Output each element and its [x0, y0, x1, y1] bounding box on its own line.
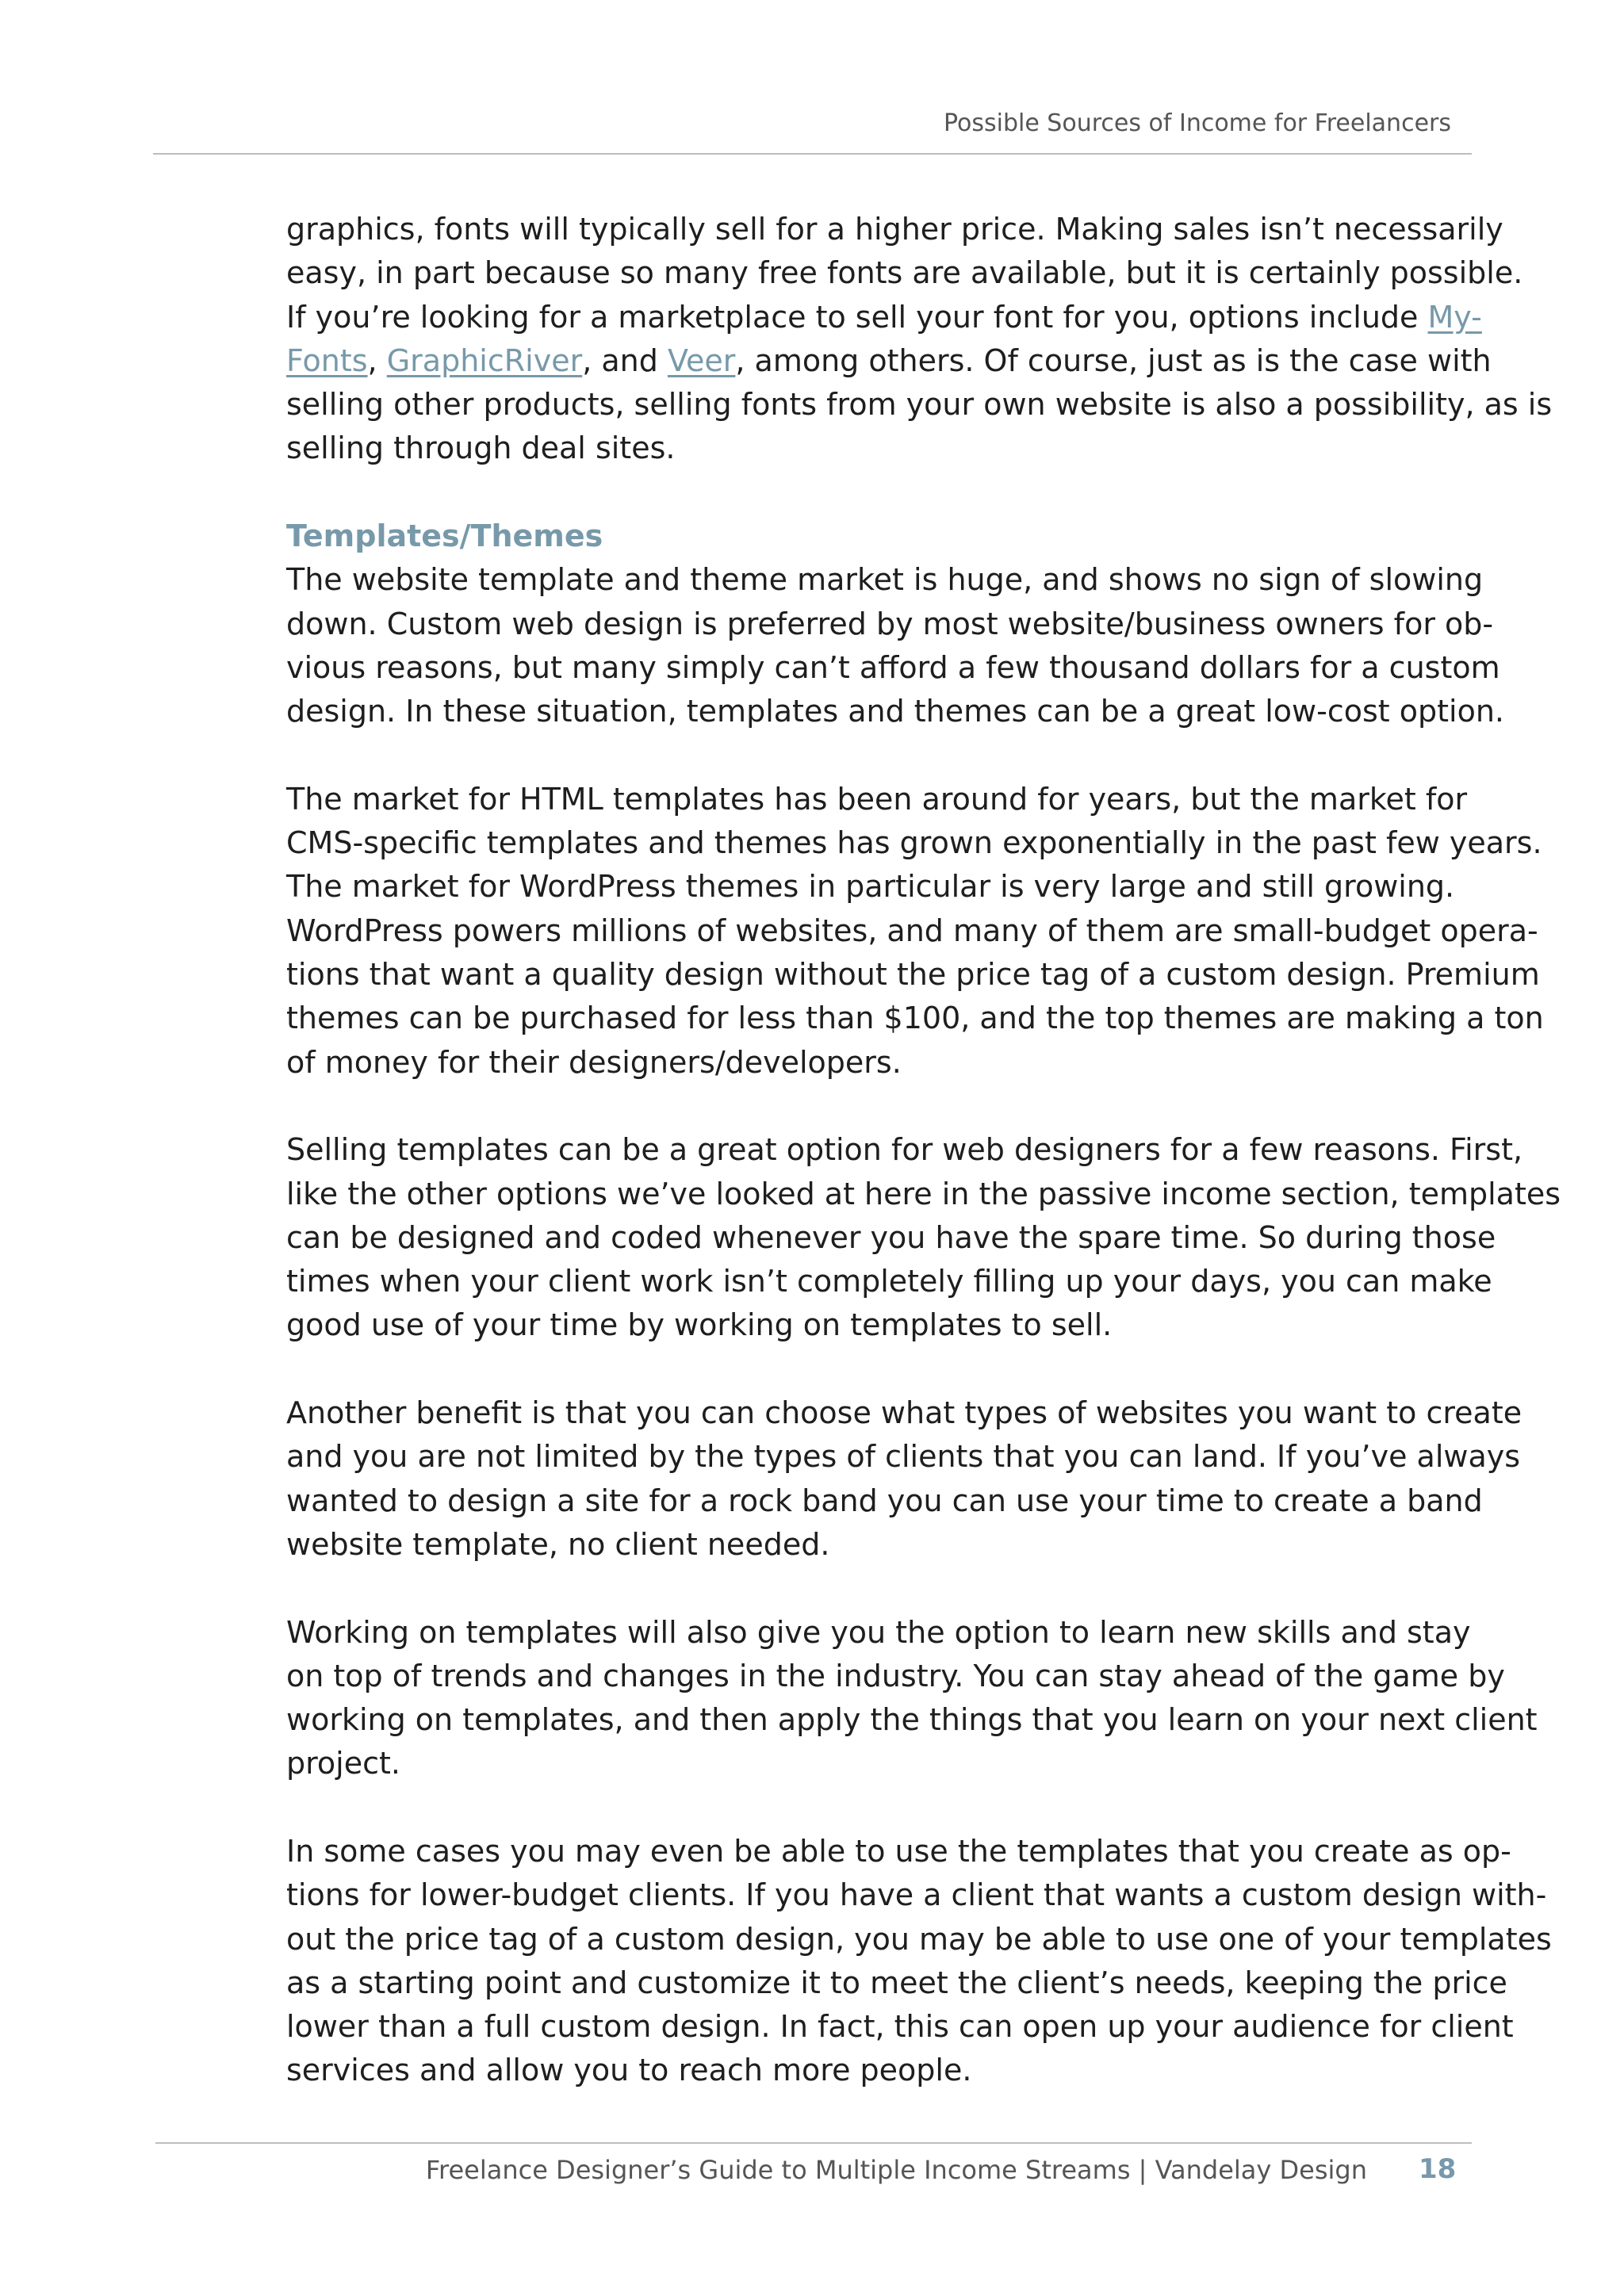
text-line: on top of trends and changes in the industry. You can stay ahead of the game by — [286, 1658, 1505, 1693]
text-line: The market for HTML templates has been around for years, but the market for — [286, 781, 1468, 817]
graphicriver-link[interactable]: GraphicRiver — [386, 342, 583, 378]
page-number: 18 — [1419, 2153, 1457, 2185]
text-line: The market for WordPress themes in particular is very large and still growing. — [286, 869, 1455, 905]
veer-link[interactable]: Veer — [667, 342, 736, 378]
text-line: WordPress powers millions of websites, and many of them are small-budget opera- — [286, 913, 1538, 948]
text-line: tions for lower-budget clients. If you have a client that wants a custom design with- — [286, 1877, 1547, 1913]
text-line — [286, 296, 1482, 339]
text-line: themes can be purchased for less than $100, and the top themes are making a ton — [286, 1001, 1544, 1036]
text-segment: , among others. Of course, just as is the case with — [735, 342, 1492, 378]
running-header: Possible Sources of Income for Freelancers — [943, 109, 1451, 137]
text-segment: If you’re looking for a marketplace to sell your font for you, options include — [286, 299, 1428, 335]
text-line: easy, in part because so many free fonts are available, but it is certainly possible. — [286, 255, 1523, 291]
text-line: The website template and theme market is huge, and shows no sign of slowing — [286, 562, 1484, 598]
paragraph-template-market — [286, 558, 1504, 733]
section-heading-templates-themes: Templates/Themes — [286, 519, 603, 554]
text-line: can be designed and coded whenever you have the spare time. So during those — [286, 1219, 1496, 1255]
paragraph-another-benefit — [286, 1391, 1522, 1567]
text-line: like the other options we’ve looked at here in the passive income section, templates — [286, 1176, 1561, 1211]
text-line: project. — [286, 1746, 400, 1781]
text-line: selling through deal sites. — [286, 430, 676, 466]
text-line: In some cases you may even be able to use the templates that you create as op- — [286, 1833, 1511, 1869]
text-line: as a starting point and customize it to meet the client’s needs, keeping the price — [286, 1965, 1507, 2000]
text-line: Another benefit is that you can choose what types of websites you want to create — [286, 1395, 1522, 1431]
text-line: services and allow you to reach more people. — [286, 2053, 972, 2088]
text-line: working on templates, and then apply the things that you learn on your next client — [286, 1702, 1538, 1738]
myfonts-link-part2[interactable]: Fonts — [286, 342, 368, 378]
text-line: selling other products, selling fonts from your own website is also a possibility, as is — [286, 387, 1553, 423]
text-line: of money for their designers/developers. — [286, 1044, 902, 1080]
text-line: design. In these situation, templates and themes can be a great low-cost option. — [286, 694, 1504, 729]
text-line: Selling templates can be a great option for web designers for a few reasons. First, — [286, 1132, 1523, 1168]
paragraph-selling-templates — [286, 1128, 1561, 1347]
text-line: and you are not limited by the types of clients that you can land. If you’ve always — [286, 1439, 1521, 1475]
paragraph-html-templates — [286, 778, 1544, 1085]
text-line: wanted to design a site for a rock band you can use your time to create a band — [286, 1483, 1483, 1518]
text-line: times when your client work isn’t completely filling up your days, you can make — [286, 1264, 1492, 1299]
text-line: website template, no client needed. — [286, 1526, 830, 1562]
text-line: lower than a full custom design. In fact, this can open up your audience for client — [286, 2009, 1514, 2045]
text-line: out the price tag of a custom design, you may be able to use one of your templates — [286, 1921, 1552, 1957]
page-body — [286, 208, 1561, 2093]
paragraph-learn-skills — [286, 1611, 1538, 1786]
text-line: graphics, fonts will typically sell for a higher price. Making sales isn’t necessarily — [286, 212, 1503, 247]
footer-rule — [155, 2142, 1472, 2144]
text-line: down. Custom web design is preferred by most website/business owners for ob- — [286, 606, 1494, 641]
paragraph-lower-budget-clients — [286, 1830, 1552, 2093]
text-line: CMS-specific templates and themes has grown exponentially in the past few years. — [286, 825, 1542, 861]
footer-title: Freelance Designer’s Guide to Multiple Income Streams | Vandelay Design — [425, 2155, 1367, 2185]
myfonts-link-part1[interactable]: My- — [1427, 299, 1482, 335]
text-line: vious reasons, but many simply can’t afford a few thousand dollars for a custom — [286, 649, 1500, 685]
text-line: good use of your time by working on templates to sell. — [286, 1307, 1113, 1343]
text-line: tions that want a quality design without the price tag of a custom design. Premium — [286, 957, 1540, 993]
paragraph-fonts — [286, 208, 1553, 471]
text-segment: , — [367, 342, 377, 378]
text-segment: , and — [582, 342, 668, 378]
text-line — [286, 339, 1492, 383]
text-line: Working on templates will also give you the option to learn new skills and stay — [286, 1614, 1471, 1650]
header-rule — [153, 153, 1472, 155]
